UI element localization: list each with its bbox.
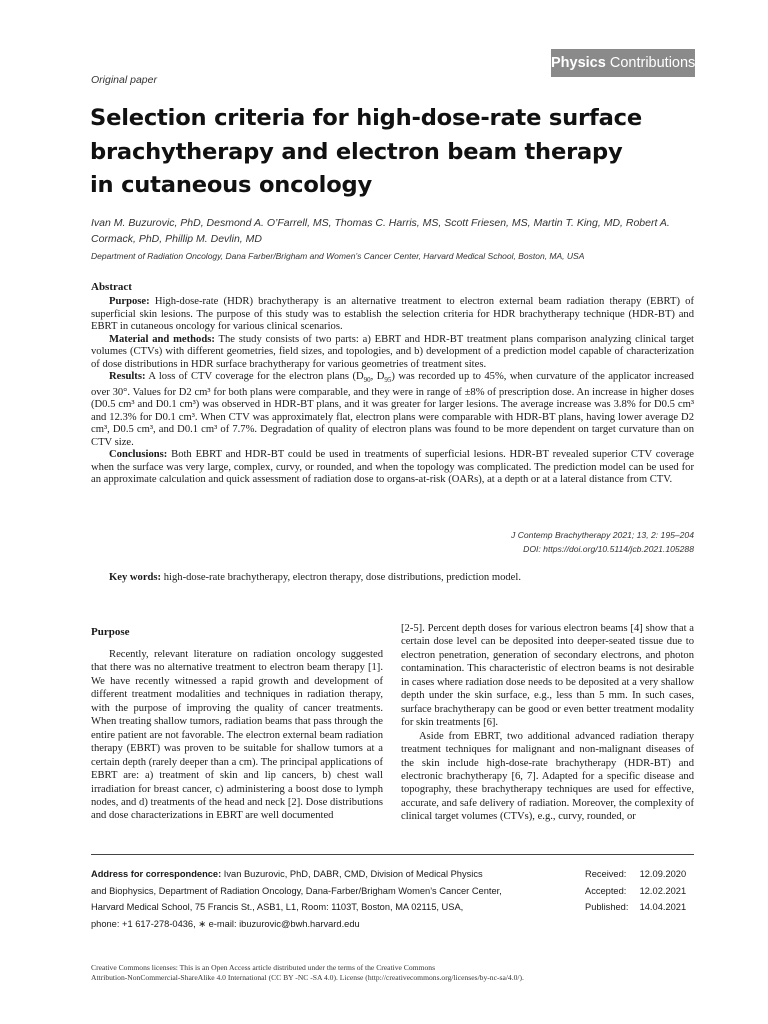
journal-banner: [551, 49, 695, 77]
correspondence-line-4: phone: +1 617-278-0436, ∗ e-mail: ibuzurovic@bwh.harvard.edu: [91, 919, 360, 930]
author-list: Ivan M. Buzurovic, PhD, Desmond A. O’Farrell, MS, Thomas C. Harris, MS, Scott Friesen, MS, Martin T. King, MD, Robert A. Cormack, PhD, Phillip M. Devlin, MD: [91, 217, 670, 245]
abstract-results-text-2: , D: [370, 371, 385, 382]
correspondence-text-1: Ivan Buzurovic, PhD, DABR, CMD, Division of Medical Physics: [223, 869, 483, 879]
abstract-results-text-3: ) was recorded up to 45%, when curvature of the applicator increased over 30°. Values for D2 cm³ for both plans were comparable, and they were in range of ±8% of prescription dose. An increase in higher doses (D0.5 cm³ and D0.1 cm³) was observed in HDR-BT plans, and it was greater for larger lesions. The average increase was 3.8% for D0.5 cm³ and 12.3% for D0.1 cm³. When CTV was approximately flat, electron plans were comparable with HDR-BT plans, having lower average D2 cm³, D0.5 cm³, and D0.1 cm³ of 7.7%. Degradation of quality of electron plans was found to be more dependent on target curvature than on CTV size.: [91, 371, 694, 448]
left-column-text: Recently, relevant literature on radiation oncology suggested that there was no alternative treatment to electron beam therapy [1]. We have recently witnessed a rapid growth and development of different treatment modalities and techniques in radiation therapy, with the purpose of improving the quality of cancer treatments. When treating shallow tumors, radiation beams that pass through the entire patient are not favorable. The electron external beam radiation therapy (EBRT) was proven to be suitable for shallow tumors at a certain depth (rarely deeper than a cm). The principal applications of EBRT are: a) treatment of skin and lip cancers, b) chest wall irradiation for breast cancer, c) administering a boost dose to lymph nodes, and d) treatments of the head and neck [2]. Dose distributions and dose characterizations in EBRT are well documented: [91, 649, 383, 822]
citation-block: [511, 528, 694, 556]
journal-citation: J Contemp Brachytherapy 2021; 13, 2: 195–204: [511, 530, 694, 540]
doi-link[interactable]: DOI: https://doi.org/10.5114/jcb.2021.105288: [523, 544, 694, 554]
abstract-results-sub-2: 95: [384, 376, 392, 385]
abstract-purpose-label: Purpose:: [109, 296, 150, 307]
journal-banner-rest: Contributions: [609, 55, 696, 71]
received-row: [585, 866, 686, 883]
abstract-results-sub-1: 90: [363, 376, 371, 385]
published-label: Published:: [585, 902, 629, 913]
abstract-conclusions-label: Conclusions:: [109, 449, 168, 461]
right-column-paragraph-1: [2-5]. Percent depth doses for various electron beams [4] show that a certain dose level can be deposited into deeper-seated tissue due to electron penetration, generation of secondary electrons, and photon contamination. This characteristic of electron beams is not desirable in cases where radiation dose needs to be deposited at a very shallow depth under the skin surface, e.g., less than 5 mm. In such cases, surface brachytherapy can be good or even better treatment modality for skin treatments [6].: [401, 623, 694, 729]
correspondence-line-2: and Biophysics, Department of Radiation Oncology, Dana-Farber/Brigham Women’s Cancer Center,: [91, 885, 502, 896]
abstract-purpose-text: High-dose-rate (HDR) brachytherapy is an alternative treatment to electron external beam radiation therapy (EBRT) of superficial skin lesions. The purpose of this study was to establish the selection criteria for HDR brachytherapy technique (HDR-BT) and EBRT in cutaneous oncology for various clinical scenarios.: [91, 296, 694, 332]
published-row: [585, 899, 686, 916]
license-notice: [91, 963, 691, 983]
abstract-results: [91, 371, 694, 449]
accepted-row: [585, 883, 686, 900]
right-column-paragraph-2: Aside from EBRT, two additional advanced radiation therapy treatment techniques for malignant and non-malignant diseases of the skin include high-dose-rate brachytherapy (HDR-BT) and electronic brachytherapy [6, 7]. Adapted for a specific disease and topography, these brachytherapy techniques are used for effective, accurate, and safe delivery of radiation. Moreover, the complexity of clinical target volumes (CTVs), e.g., curvy, rounded, or: [401, 730, 694, 823]
right-column: [401, 622, 694, 824]
abstract-conclusions-text: Both EBRT and HDR-BT could be used in treatments of superficial lesions. HDR-BT revealed superior CTV coverage when the surface was very large, complex, curvy, or rounded, and when the topology was complicated. The prediction model can be used for an approximate calculation and quick assessment of radiation dose to organs-at-risk (OARs), at a depth or at a lateral distance from CTV.: [91, 449, 694, 486]
correspondence-label: Address for correspondence:: [91, 869, 222, 879]
accepted-label: Accepted:: [585, 885, 627, 896]
paper-title: Selection criteria for high-dose-rate surface brachytherapy and electron beam therapy in cutaneous oncology: [90, 105, 642, 198]
license-line-2: Attribution-NonCommercial-ShareAlike 4.0 International (CC BY -NC -SA 4.0). License (http://creativecommons.org/licenses/by-nc-sa/4.0/).: [91, 973, 524, 982]
section-heading-purpose: Purpose: [91, 626, 130, 638]
abstract-methods-label: Material and methods:: [109, 333, 215, 345]
accepted-date: 12.02.2021: [639, 885, 687, 896]
abstract-methods: [91, 334, 694, 372]
keywords-label: Key words:: [109, 572, 162, 583]
abstract-heading: Abstract: [91, 281, 132, 293]
affiliation: Department of Radiation Oncology, Dana Farber/Brigham and Women’s Cancer Center, Harvard Medical School, Boston, MA, USA: [91, 251, 585, 261]
footer-divider: [91, 854, 694, 855]
abstract-methods-text: The study consists of two parts: a) EBRT and HDR-BT treatment plans comparison analyzing clinical target volumes (CTVs) with different geometries, field sizes, and topologies, and b) development of a prediction model capable of characterization of dose distributions in HDR surface brachytherapy for various geometries of treatment sites.: [91, 333, 694, 370]
published-date: 14.04.2021: [639, 902, 687, 913]
received-label: Received:: [585, 869, 627, 879]
journal-banner-bold: Physics: [551, 55, 606, 71]
abstract-body: [91, 296, 694, 487]
publication-dates: [585, 866, 686, 916]
abstract-results-text-1: A loss of CTV coverage for the electron plans (D: [148, 371, 364, 382]
correspondence-line-3: Harvard Medical School, 75 Francis St., ASB1, L1, Room: 1103T, Boston, MA 02115, USA,: [91, 902, 464, 913]
correspondence-line-1: [91, 866, 571, 883]
abstract-purpose: [91, 296, 694, 334]
article-type: Original paper: [91, 74, 157, 86]
received-date: 12.09.2020: [639, 869, 687, 879]
abstract-results-label: Results:: [109, 371, 146, 382]
correspondence-block: [91, 866, 571, 933]
keywords: [109, 572, 699, 583]
keywords-text: high-dose-rate brachytherapy, electron therapy, dose distributions, prediction model.: [163, 572, 521, 583]
license-line-1: Creative Commons licenses: This is an Open Access article distributed under the terms of the Creative Commons: [91, 963, 436, 972]
abstract-conclusions: [91, 449, 694, 487]
